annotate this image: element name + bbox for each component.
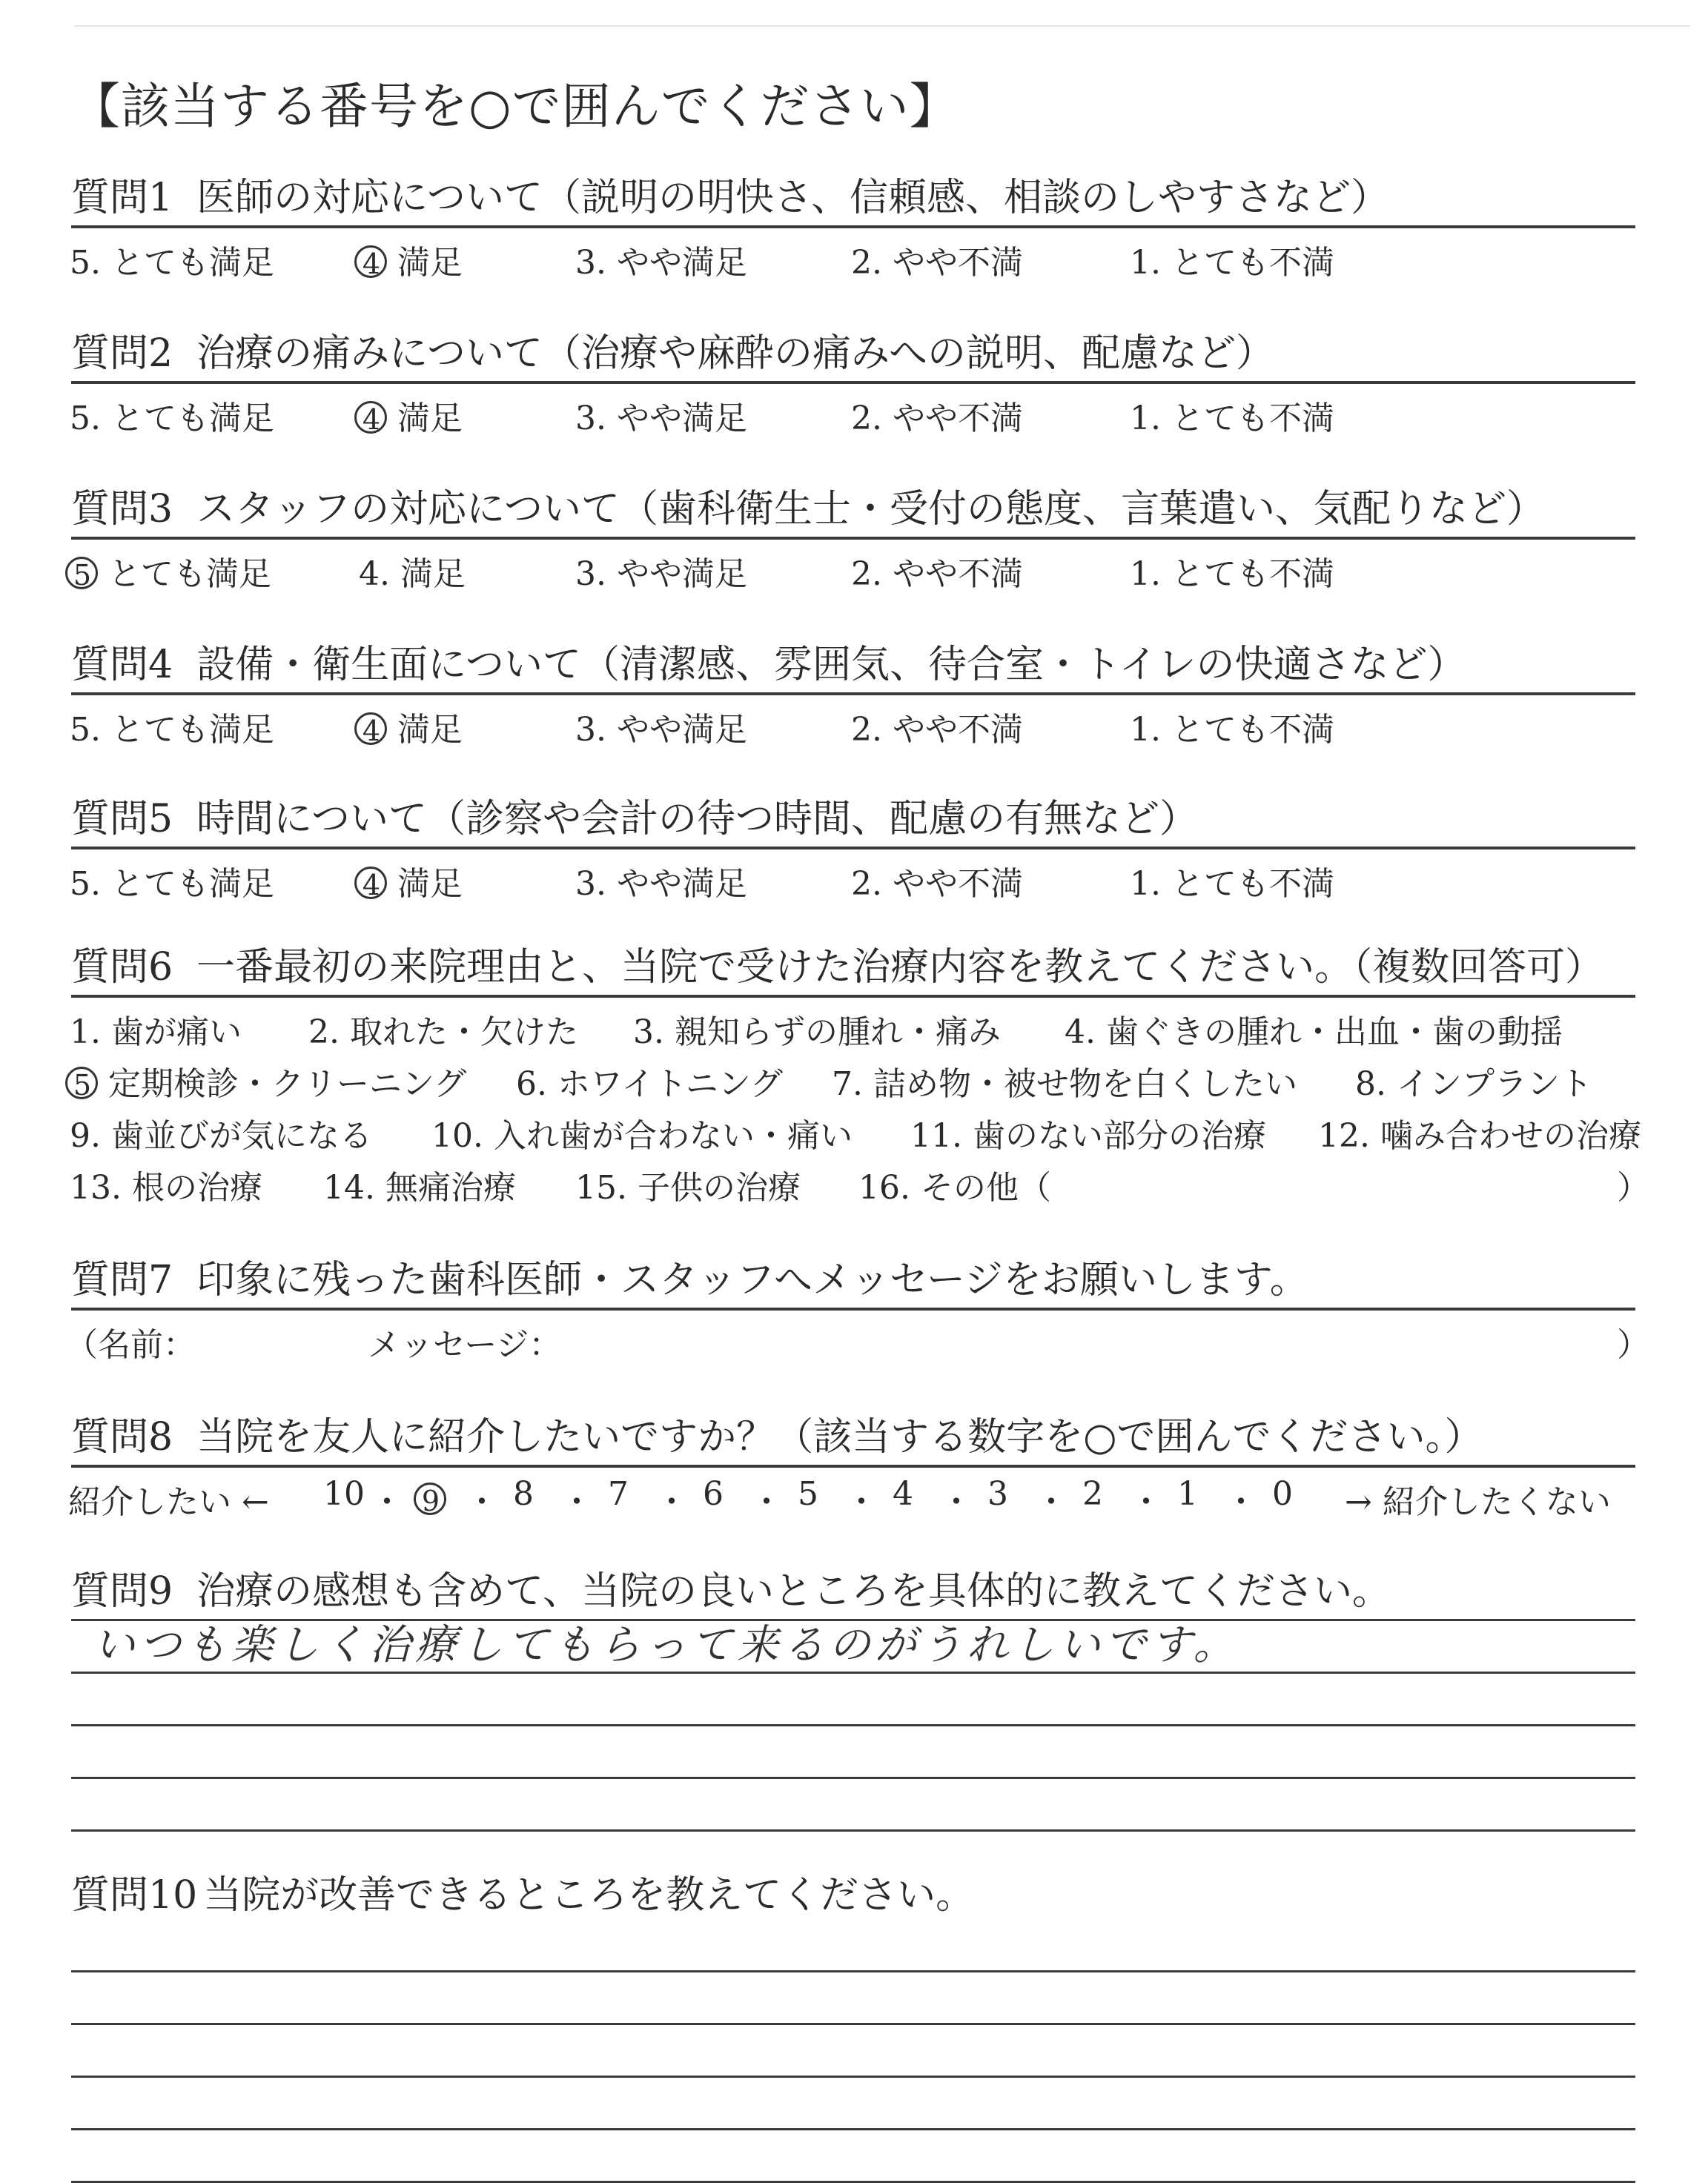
question-7-label: 質問7 bbox=[71, 1258, 173, 1302]
question-8-text: 当院を友人に紹介したいですか？（該当する数字を○で囲んでください。） bbox=[196, 1415, 1483, 1460]
rating-option[interactable]: 4. 満足 bbox=[359, 555, 466, 593]
scale-separator: ・ bbox=[560, 1483, 593, 1521]
treatment-option[interactable]: 14. 無痛治療 bbox=[323, 1169, 516, 1207]
name-label: （名前： bbox=[65, 1326, 196, 1364]
question-6 bbox=[70, 940, 1649, 1220]
rating-option[interactable]: 1. とても不満 bbox=[1130, 244, 1334, 282]
answer-line bbox=[71, 1920, 1635, 1972]
treatment-option[interactable]: 1. 歯が痛い bbox=[70, 1013, 242, 1051]
treatment-option[interactable]: 12. 噛み合わせの治療 bbox=[1318, 1117, 1641, 1155]
question-5 bbox=[71, 792, 1635, 901]
question-9-label: 質問9 bbox=[71, 1569, 173, 1614]
question-label: 質問3 bbox=[71, 487, 173, 531]
answer-line bbox=[71, 1674, 1635, 1726]
question-text: 治療の痛みについて（治療や麻酔の痛みへの説明、配慮など） bbox=[196, 331, 1275, 376]
rating-option[interactable]: 2. やや不満 bbox=[851, 244, 1023, 282]
question-label: 質問2 bbox=[71, 331, 173, 376]
rating-option[interactable]: 4 満足 bbox=[359, 703, 463, 750]
question-9-answer-lines bbox=[71, 1619, 1635, 1832]
question-6-text: 一番最初の来院理由と、当院で受けた治療内容を教えてください。（複数回答可） bbox=[196, 945, 1604, 990]
rating-option[interactable]: 3. やや満足 bbox=[575, 555, 747, 593]
scale-separator: ・ bbox=[845, 1483, 878, 1521]
scale-value[interactable]: 7 bbox=[608, 1475, 629, 1513]
treatment-option[interactable]: 2. 取れた・欠けた bbox=[308, 1013, 578, 1051]
scale-value[interactable]: 5 bbox=[798, 1475, 818, 1513]
scale-separator: ・ bbox=[940, 1483, 973, 1521]
rating-option[interactable]: 2. やや不満 bbox=[851, 865, 1023, 903]
page-title: 【該当する番号を○で囲んでください】 bbox=[71, 78, 959, 135]
question-2-heading bbox=[71, 326, 1635, 384]
rating-option[interactable]: 5 とても満足 bbox=[70, 547, 271, 594]
question-1-heading bbox=[71, 170, 1635, 228]
question-10 bbox=[71, 1868, 1635, 2183]
rating-options bbox=[71, 540, 1635, 592]
question-7-heading bbox=[71, 1253, 1635, 1311]
question-text: 医師の対応について（説明の明快さ、信頼感、相談のしやすさなど） bbox=[196, 176, 1389, 220]
rating-option[interactable]: 1. とても不満 bbox=[1130, 555, 1334, 593]
rating-options bbox=[71, 849, 1635, 901]
question-8-label: 質問8 bbox=[71, 1415, 173, 1460]
answer-line bbox=[71, 2025, 1635, 2078]
treatment-option[interactable]: 4. 歯ぐきの腫れ・出血・歯の動揺 bbox=[1065, 1013, 1563, 1051]
rating-option[interactable]: 4 満足 bbox=[359, 857, 463, 904]
rating-options bbox=[71, 228, 1635, 280]
rating-option[interactable]: 5. とても満足 bbox=[70, 400, 274, 437]
answer-line bbox=[71, 1972, 1635, 2025]
scale-value[interactable]: 4 bbox=[893, 1475, 913, 1513]
rating-option[interactable]: 3. やや満足 bbox=[575, 711, 747, 749]
treatment-option[interactable]: 5 定期検診・クリーニング bbox=[70, 1057, 466, 1104]
question-10-heading bbox=[71, 1868, 1635, 1923]
treatment-option[interactable]: 3. 親知らずの腫れ・痛み bbox=[633, 1013, 1001, 1051]
treatment-option[interactable]: 10. 入れ歯が合わない・痛い bbox=[431, 1117, 853, 1155]
question-1 bbox=[71, 170, 1635, 280]
selected-circle-mark: 4 bbox=[354, 712, 387, 745]
rating-option[interactable]: 1. とても不満 bbox=[1130, 711, 1334, 749]
rating-option[interactable]: 5. とても満足 bbox=[70, 244, 274, 282]
question-5-heading bbox=[71, 792, 1635, 849]
message-close: ） bbox=[1617, 1326, 1649, 1364]
question-text: 時間について（診察や会計の待つ時間、配慮の有無など） bbox=[196, 797, 1199, 841]
selected-circle-mark: 9 bbox=[414, 1483, 446, 1515]
scale-separator: ・ bbox=[466, 1483, 498, 1521]
rating-option[interactable]: 3. やや満足 bbox=[575, 400, 747, 437]
treatment-option[interactable]: 11. 歯のない部分の治療 bbox=[910, 1117, 1266, 1155]
scale-value[interactable]: 2 bbox=[1082, 1475, 1103, 1513]
treatment-option[interactable]: 8. インプラント bbox=[1355, 1065, 1592, 1103]
question-10-text: 当院が改善できるところを教えてください。 bbox=[203, 1873, 975, 1918]
question-6-label: 質問6 bbox=[71, 945, 173, 990]
question-8 bbox=[68, 1410, 1635, 1521]
rating-option[interactable]: 3. やや満足 bbox=[575, 865, 747, 903]
scale-value[interactable]: 0 bbox=[1272, 1475, 1293, 1513]
treatment-option[interactable]: 7. 詰め物・被せ物を白くしたい bbox=[832, 1065, 1297, 1103]
treatment-option[interactable]: 13. 根の治療 bbox=[70, 1169, 262, 1207]
scale-separator: ・ bbox=[371, 1483, 403, 1521]
scale-value[interactable]: 1 bbox=[1177, 1475, 1198, 1513]
question-7-text: 印象に残った歯科医師・スタッフへメッセージをお願いします。 bbox=[196, 1258, 1308, 1302]
rating-options bbox=[71, 384, 1635, 436]
scale-separator: ・ bbox=[750, 1483, 783, 1521]
selected-circle-mark: 5 bbox=[65, 1067, 98, 1099]
question-9-heading bbox=[71, 1564, 1635, 1619]
treatment-option[interactable]: 9. 歯並びが気になる bbox=[70, 1117, 372, 1155]
scale-separator: ・ bbox=[1225, 1483, 1257, 1521]
referral-scale bbox=[68, 1468, 1635, 1521]
selected-circle-mark: 5 bbox=[65, 557, 98, 589]
rating-option[interactable]: 1. とても不満 bbox=[1130, 865, 1334, 903]
rating-option[interactable]: 3. やや満足 bbox=[575, 244, 747, 282]
rating-option[interactable]: 2. やや不満 bbox=[851, 555, 1023, 593]
message-label: メッセージ： bbox=[368, 1326, 562, 1364]
question-10-label: 質問10 bbox=[71, 1873, 198, 1918]
question-7-fields bbox=[65, 1311, 1649, 1364]
treatment-option[interactable]: 15. 子供の治療 bbox=[575, 1169, 801, 1207]
scale-value[interactable]: 10 bbox=[323, 1475, 365, 1513]
question-label: 質問1 bbox=[71, 176, 173, 220]
rating-option[interactable]: 1. とても不満 bbox=[1130, 400, 1334, 437]
rating-option[interactable]: 4 満足 bbox=[359, 391, 463, 439]
question-4 bbox=[71, 637, 1635, 747]
question-8-heading bbox=[71, 1410, 1635, 1468]
scale-value[interactable]: 3 bbox=[987, 1475, 1008, 1513]
selected-circle-mark: 4 bbox=[354, 867, 387, 899]
question-3-heading bbox=[71, 482, 1635, 540]
question-label: 質問5 bbox=[71, 797, 173, 841]
scale-left-label: 紹介したい ← bbox=[68, 1483, 269, 1521]
question-text: スタッフの対応について（歯科衛生士・受付の態度、言葉遣い、気配りなど） bbox=[196, 487, 1546, 531]
question-9 bbox=[71, 1564, 1635, 1832]
top-rule bbox=[74, 25, 1690, 27]
question-3 bbox=[71, 482, 1635, 592]
scale-right-label: → 紹介したくない bbox=[1345, 1483, 1611, 1521]
treatment-option[interactable]: 6. ホワイトニング bbox=[516, 1065, 784, 1103]
other-close: ） bbox=[1617, 1169, 1649, 1207]
rating-option[interactable]: 4 満足 bbox=[359, 236, 463, 283]
question-2 bbox=[71, 326, 1635, 436]
question-text: 設備・衛生面について（清潔感、雰囲気、待合室・トイレの快適さなど） bbox=[196, 643, 1466, 687]
answer-line bbox=[71, 2078, 1635, 2130]
question-9-text: 治療の感想も含めて、当院の良いところを具体的に教えてください。 bbox=[196, 1569, 1391, 1614]
question-label: 質問4 bbox=[71, 643, 173, 687]
rating-option[interactable]: 5. とても満足 bbox=[70, 711, 274, 749]
scale-separator: ・ bbox=[655, 1483, 688, 1521]
treatment-option[interactable]: 16. その他（ bbox=[858, 1169, 1051, 1207]
scale-separator: ・ bbox=[1035, 1483, 1068, 1521]
selected-circle-mark: 4 bbox=[354, 401, 387, 434]
question-6-heading bbox=[71, 940, 1635, 998]
rating-options bbox=[71, 695, 1635, 747]
scale-separator: ・ bbox=[1130, 1483, 1162, 1521]
handwritten-answer: いつも楽しく治療してもらって来るのがうれしいです。 bbox=[93, 1621, 1239, 1669]
scale-value[interactable]: 8 bbox=[513, 1475, 534, 1513]
scale-value[interactable]: 6 bbox=[703, 1475, 724, 1513]
answer-line bbox=[71, 1779, 1635, 1832]
rating-option[interactable]: 2. やや不満 bbox=[851, 711, 1023, 749]
question-10-answer-lines bbox=[71, 1920, 1635, 2183]
question-7 bbox=[65, 1253, 1649, 1364]
selected-circle-mark: 4 bbox=[354, 245, 387, 278]
answer-line bbox=[71, 1726, 1635, 1779]
rating-option[interactable]: 5. とても満足 bbox=[70, 865, 274, 903]
question-6-options bbox=[70, 998, 1649, 1220]
question-4-heading bbox=[71, 637, 1635, 695]
answer-line bbox=[71, 2130, 1635, 2183]
rating-option[interactable]: 2. やや不満 bbox=[851, 400, 1023, 437]
